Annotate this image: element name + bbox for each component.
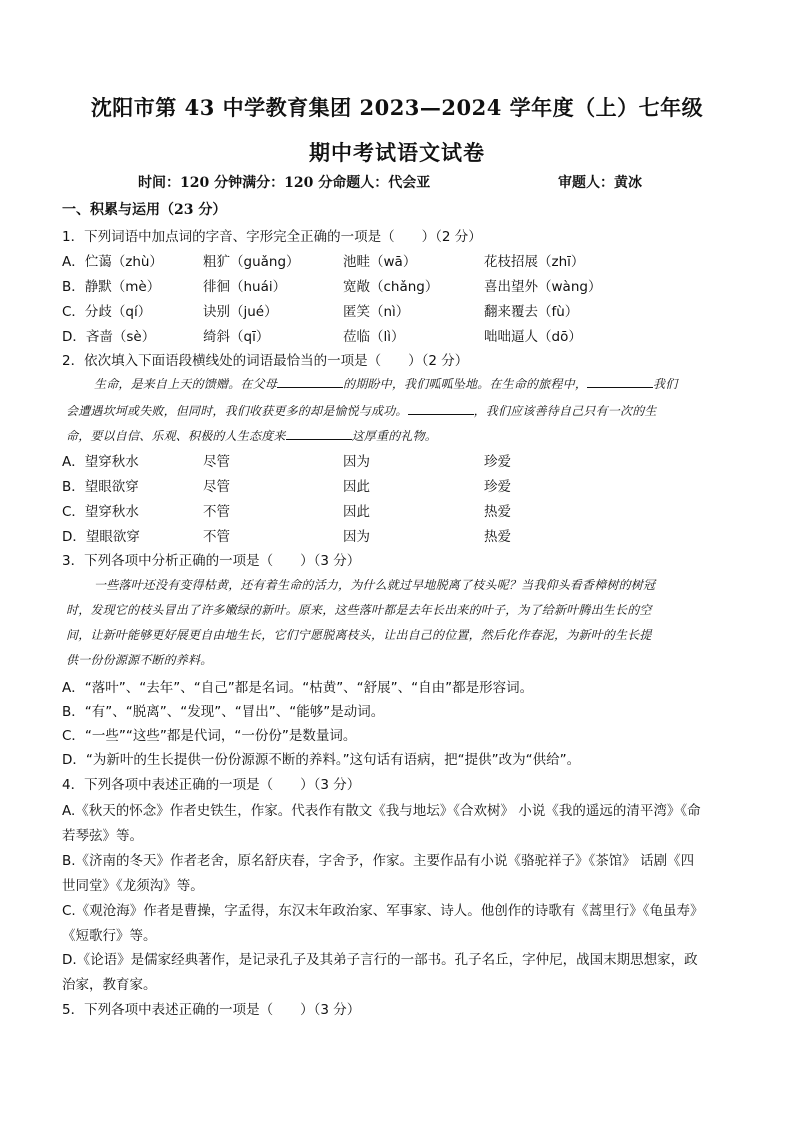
option-a-word2: 尽管 [203,454,230,470]
fill-blank [286,427,352,440]
passage-line: 一些落叶还没有变得枯黄，还有着生命的活力，为什么就过早地脱离了枝头呢？当我仰头看香樟树的树冠 [94,578,656,592]
fill-blank [277,375,343,388]
exam-meta-info: 时间：120 分钟满分：120 分命题人：代会亚 [138,175,431,191]
option-d: D．吝啬（sè） [62,329,156,345]
option-d-cont: 治家，教育家。 [62,977,157,993]
option-c: C．“一些”“这些”都是代词，“一份份”是数量词。 [62,728,357,744]
option-c-word4: 翻来覆去（fù） [484,304,579,320]
option-a: A．伫蔼（zhù） [62,254,163,270]
option-a-word2: 粗犷（guǎng） [203,254,300,270]
option-c-cont: 《短歌行》等。 [62,928,157,944]
question-stem: 3．下列各项中分析正确的一项是（ ）（3 分） [62,553,361,569]
passage-text: 的期盼中，我们呱呱坠地。在生命的旅程中， [343,377,588,391]
option-c-word3: 因此 [343,504,370,520]
option-a: A.《秋天的怀念》作者史铁生，作家。代表作有散文《我与地坛》《合欢树》 小说《我的遥远的清平湾》《命 [62,803,701,819]
option-b: B．“有”、“脱离”、“发现”、“冒出”、“能够”是动词。 [62,704,385,720]
fill-blank [587,375,653,388]
passage-text: 命，要以自信、乐观、积极的人生态度来 [66,429,286,443]
option-a-cont: 若琴弦》等。 [62,828,143,844]
option-a-word3: 因为 [343,454,370,470]
option-b: B．望眼欲穿 [62,479,139,495]
option-b-word4: 珍爱 [484,479,511,495]
option-d-word2: 不管 [203,529,230,545]
question-stem: 2．依次填入下面语段横线处的词语最恰当的一项是（ ）（2 分） [62,353,469,369]
option-c: C．望穿秋水 [62,504,139,520]
option-b-word3: 因此 [343,479,370,495]
option-d-word4: 热爱 [484,529,511,545]
question-stem: 5．下列各项中表述正确的一项是（ ）（3 分） [62,1002,361,1018]
option-b-word3: 宽敞（chǎng） [343,279,439,295]
option-b-cont: 世同堂》《龙须沟》等。 [62,878,204,894]
exam-subtitle: 期中考试语文试卷 [309,140,485,165]
option-c-word4: 热爱 [484,504,511,520]
passage-text: ，我们应该善待自己只有一次的生 [473,404,657,418]
passage-text: 我们 [653,377,678,391]
passage-text: 这厚重的礼物。 [351,429,438,443]
option-d: D．“为新叶的生长提供一份份源源不断的养料。”这句话有语病，把“提供”改为“供给”。 [62,752,581,768]
passage-text: 会遭遇坎坷或失败，但同时，我们收获更多的却是愉悦与成功。 [66,404,408,418]
option-d: D.《论语》是儒家经典著作，是记录孔子及其弟子言行的一部书。孔子名丘，字仲尼，战国末期思想家，政 [62,952,698,968]
option-a-word3: 池畦（wā） [343,254,417,270]
option-a: A．“落叶”、“去年”、“自己”都是名词。“枯黄”、“舒展”、“自由”都是形容词。 [62,680,534,696]
passage-line: 时，发现它的枝头冒出了许多嫩绿的新叶。原来，这些落叶都是去年长出来的叶子，为了给新叶腾出生长的空 [66,603,652,617]
option-b-word4: 喜出望外（wàng） [484,279,602,295]
option-b: B．静默（mè） [62,279,161,295]
option-d-word3: 莅临（lì） [343,329,405,345]
passage-line: 供一份份源源不断的养料。 [66,653,213,667]
option-c-word3: 匿笑（nì） [343,304,410,320]
option-a-word4: 花枝招展（zhī） [484,254,585,270]
question-stem: 4．下列各项中表述正确的一项是（ ）（3 分） [62,777,361,793]
exam-reviewer: 审题人：黄冰 [558,175,642,191]
option-d-word4: 咄咄逼人（dō） [484,329,582,345]
option-d-word2: 绮斜（qī） [203,329,270,345]
option-b: B.《济南的冬天》作者老舍，原名舒庆春，字舍予，作家。主要作品有小说《骆驼祥子》《茶馆》 话剧《四 [62,853,695,869]
option-a-word4: 珍爱 [484,454,511,470]
fill-blank [408,402,474,415]
passage-text: 生命，是来自上天的馈赠。在父母 [94,377,278,391]
option-c: C.《观沧海》作者是曹操，字孟得，东汉末年政治家、军事家、诗人。他创作的诗歌有《蒿里行》《龟虽寿》 [62,903,704,919]
exam-title: 沈阳市第 43 中学教育集团 2023—2024 学年度（上）七年级 [90,95,704,120]
passage-line: 间，让新叶能够更好展更自由地生长，它们宁愿脱离枝头，让出自己的位置，然后化作春泥，为新叶的生长提 [66,628,652,642]
option-d: D．望眼欲穿 [62,529,140,545]
option-a: A．望穿秋水 [62,454,139,470]
question-stem: 1．下列词语中加点词的字音、字形完全正确的一项是（ ）（2 分） [62,229,482,245]
passage-line [66,427,732,444]
option-b-word2: 尽管 [203,479,230,495]
option-c-word2: 诀别（jué） [203,304,278,320]
section-heading: 一、积累与运用（23 分） [62,202,227,218]
passage-line [66,402,732,419]
option-b-word2: 徘徊（huái） [203,279,287,295]
option-d-word3: 因为 [343,529,370,545]
option-c: C．分歧（qí） [62,304,152,320]
passage-line [94,375,760,392]
option-c-word2: 不管 [203,504,230,520]
